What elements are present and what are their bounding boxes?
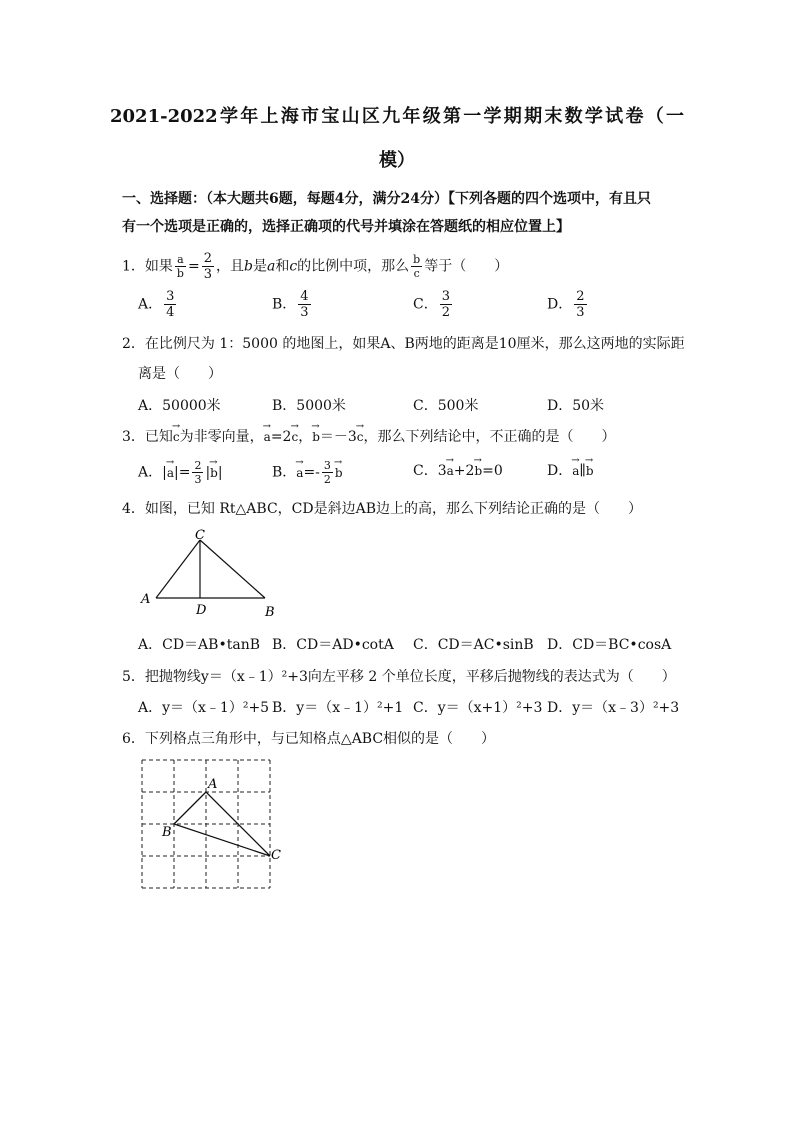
label-a: A [208,777,218,792]
option-d[interactable]: D．y＝（x﹣3）²+3 [547,700,680,716]
question-number: 3． [122,429,145,445]
question-3: 3．已知→ c为非零向量，→ a=2→ c，→ b＝－3→ c，那么下列结论中，不正确的是（ ） [122,426,616,446]
fraction-b-over-c: $\frac{b}{c}$ [413,253,421,280]
question-2: 2．在比例尺为 1：5000 的地图上，如果A、B两地的距离是10厘米，那么这两地的实际距 [122,336,685,352]
section-heading-line1: 一、选择题：（本大题共6题，每题4分，满分24分）【下列各题的四个选项中，有且只 [122,191,651,207]
question-number: 4． [122,501,145,517]
question-5: 5．把抛物线y＝（x﹣1）²+3向左平移 2 个单位长度，平移后抛物线的表达式为（ ） [122,669,676,685]
option-c[interactable]: C．3→ a+2→ b=0 [413,460,503,480]
option-a[interactable]: A．|→ a|= $\frac{2}{3}$ |→ b| [138,460,223,485]
side-cb [200,540,265,598]
question-number: 6． [122,731,145,747]
exam-title-line1: 2021-2022学年上海市宝山区九年级第一学期期末数学试卷（一 [110,106,684,127]
option-b[interactable]: B．y＝（x﹣1）²+1 [272,700,404,716]
option-a[interactable]: A． $\frac{3}{4}$ [138,289,175,320]
option-b[interactable]: B．5000米 [272,398,346,414]
exam-title-line2: 模） [379,150,415,171]
question-4: 4．如图，已知 Rt△ABC，CD是斜边AB边上的高，那么下列结论正确的是（ ） [122,501,643,517]
question-2-line2: 离是（ ） [138,366,222,382]
label-c: C [271,848,281,863]
option-d[interactable]: D．50米 [547,398,605,414]
option-c[interactable]: C． $\frac{3}{2}$ [413,289,450,320]
option-c[interactable]: C．CD＝AC•sinB [413,637,534,653]
right-triangle-figure [135,528,285,620]
question-6: 6．下列格点三角形中，与已知格点△ABC相似的是（ ） [122,731,496,747]
label-c: C [195,528,205,543]
option-a[interactable]: A．CD＝AB•tanB [138,637,260,653]
option-b[interactable]: B．CD＝AD•cotA [272,637,394,653]
fraction-a-over-b: $\frac{a}{b}$ [176,253,184,280]
option-d[interactable]: D． $\frac{2}{3}$ [547,289,585,320]
option-b[interactable]: B． $\frac{4}{3}$ [272,289,309,320]
label-b: B [265,605,275,620]
question-number: 1． [122,258,145,275]
option-d[interactable]: D．CD＝BC•cosA [547,637,672,653]
fraction-2-over-3: $\frac{2}{3}$ [203,251,212,282]
option-d[interactable]: D．→ a∥→ b [547,460,594,480]
section-heading-line2: 有一个选项是正确的，选择正确项的代号并填涂在答题纸的相应位置上】 [122,219,570,235]
label-d: D [196,603,207,618]
option-a[interactable]: A．y＝（x﹣1）²+5 [138,700,270,716]
question-number: 5． [122,669,145,685]
question-number: 2． [122,336,145,352]
label-b: B [162,825,172,840]
grid-triangle-figure [138,756,288,890]
option-c[interactable]: C．500米 [413,398,479,414]
label-a: A [141,592,151,607]
option-c[interactable]: C．y＝（x+1）²+3 [413,700,543,716]
option-a[interactable]: A．50000米 [138,398,221,414]
dashed-grid [142,760,270,888]
option-b[interactable]: B．→ a=- $\frac{3}{2}$ → b [272,460,343,485]
question-1: 1．如果 $\frac{a}{b}$ = $\frac{2}{3}$ ，且b是a和c的比例中项，那么 $\frac{b}{c}$ 等于（ ） [122,251,509,282]
side-ac [156,540,200,598]
